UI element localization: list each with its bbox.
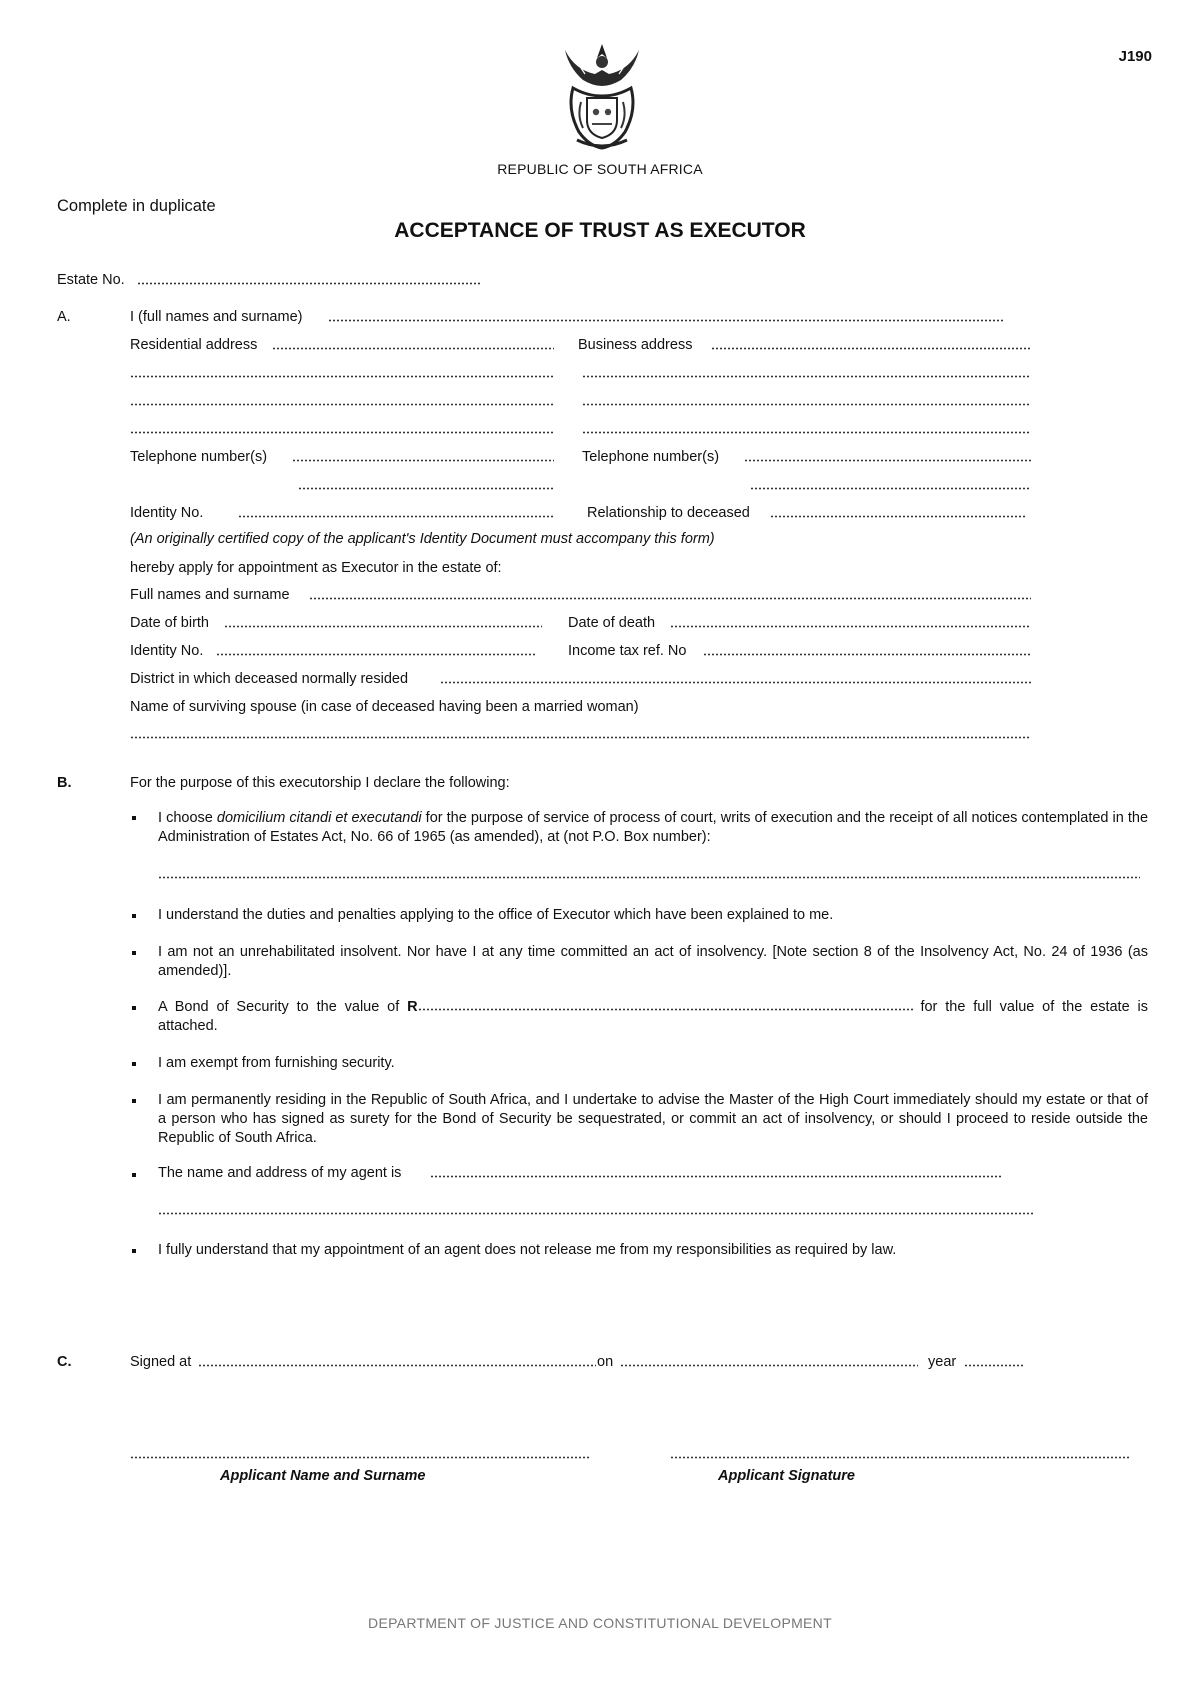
domicilium-statement: I choose domicilium citandi et executandi for the purpose of service of process of court, writs of execution and the receipt of all notices contemplated in the Administration of Estates Act, No. 66 of 1965 (as amended), at (not P.O. Box number): — [158, 810, 1149, 845]
residential-address-field-1[interactable] — [272, 347, 554, 350]
business-address-field-2[interactable] — [582, 375, 1031, 378]
surviving-spouse-field[interactable] — [130, 736, 1031, 739]
residential-address-field-3[interactable] — [130, 403, 554, 406]
exempt-security-statement: I am exempt from furnishing security. — [158, 1055, 395, 1071]
signed-at-field[interactable] — [198, 1364, 596, 1367]
applicant-signature-field[interactable] — [670, 1456, 1130, 1459]
district-label: District in which deceased normally resided — [130, 671, 409, 687]
signed-at-label: Signed at — [130, 1354, 192, 1370]
bullet-icon — [132, 1173, 136, 1177]
business-address-field-3[interactable] — [582, 403, 1031, 406]
business-address-field-1[interactable] — [711, 347, 1031, 350]
district-field[interactable] — [440, 681, 1031, 684]
identity-number-field[interactable] — [238, 515, 554, 518]
section-c-marker: C. — [57, 1354, 72, 1370]
telephone-field-left-2[interactable] — [298, 487, 554, 490]
agent-responsibility-statement: I fully understand that my appointment of an agent does not release me from my responsibilities as required by law. — [158, 1242, 897, 1258]
estate-number-label: Estate No. — [57, 272, 125, 288]
date-of-death-label: Date of death — [568, 615, 656, 631]
residential-address-field-2[interactable] — [130, 375, 554, 378]
bullet-icon — [132, 1249, 136, 1253]
telephone-label-right: Telephone number(s) — [582, 449, 720, 465]
business-address-field-4[interactable] — [582, 431, 1031, 434]
telephone-field-left-1[interactable] — [292, 459, 554, 462]
income-tax-field[interactable] — [703, 653, 1031, 656]
applicant-names-field[interactable] — [328, 319, 1003, 322]
year-label: year — [928, 1354, 957, 1370]
section-b-intro: For the purpose of this executorship I declare the following: — [130, 775, 510, 791]
applicant-names-label: I (full names and surname) — [130, 309, 303, 325]
signed-on-field[interactable] — [620, 1364, 918, 1367]
deceased-names-field[interactable] — [309, 597, 1031, 600]
coat-of-arms-icon — [555, 40, 649, 152]
date-of-birth-field[interactable] — [224, 625, 542, 628]
bond-value-field[interactable] — [418, 1008, 913, 1011]
insolvency-statement: I am not an unrehabilitated insolvent. Nor have I at any time committed an act of insolvency. [Note section 8 of the Insolvency Act, No. 24 of 1936 (as amended)]. — [158, 944, 1148, 979]
agent-field-2[interactable] — [158, 1212, 1033, 1215]
bullet-icon — [132, 914, 136, 918]
estate-number-field[interactable] — [137, 282, 482, 285]
date-of-death-field[interactable] — [670, 625, 1031, 628]
apply-statement: hereby apply for appointment as Executor in the estate of: — [130, 560, 502, 576]
residential-address-label: Residential address — [130, 337, 258, 353]
bond-of-security-statement: A Bond of Security to the value of R for the full value of the estate is attached. — [158, 999, 1148, 1034]
residential-address-field-4[interactable] — [130, 431, 554, 434]
agent-field-1[interactable] — [430, 1175, 1003, 1178]
applicant-name-field[interactable] — [130, 1456, 590, 1459]
country-heading: REPUBLIC OF SOUTH AFRICA — [497, 161, 703, 177]
duties-statement: I understand the duties and penalties applying to the office of Executor which have been explained to me. — [158, 907, 834, 923]
telephone-field-right-1[interactable] — [744, 459, 1031, 462]
bullet-icon — [132, 816, 136, 820]
deceased-identity-label: Identity No. — [130, 643, 204, 659]
footer-department: DEPARTMENT OF JUSTICE AND CONSTITUTIONAL DEVELOPMENT — [368, 1615, 832, 1631]
agent-label: The name and address of my agent is — [158, 1165, 402, 1181]
bullet-icon — [132, 1006, 136, 1010]
signed-on-label: on — [597, 1354, 614, 1370]
business-address-label: Business address — [578, 337, 693, 353]
form-code: J190 — [1118, 48, 1152, 65]
income-tax-label: Income tax ref. No — [568, 643, 687, 659]
section-a-marker: A. — [57, 309, 71, 325]
date-of-birth-label: Date of birth — [130, 615, 209, 631]
bullet-icon — [132, 1062, 136, 1066]
telephone-label-left: Telephone number(s) — [130, 449, 268, 465]
deceased-identity-field[interactable] — [216, 653, 536, 656]
applicant-name-label: Applicant Name and Surname — [220, 1468, 426, 1484]
year-field[interactable] — [964, 1364, 1024, 1367]
deceased-names-label: Full names and surname — [130, 587, 290, 603]
instruction-text: Complete in duplicate — [57, 197, 216, 215]
bullet-icon — [132, 951, 136, 955]
relationship-label: Relationship to deceased — [587, 505, 750, 521]
residing-statement: I am permanently residing in the Republic of South Africa, and I undertake to advise the Master of the High Court immediately should my estate or that of a person who has signed as surety for the Bond of Security be sequestrated, or commit an act of insolvency, or should I proceed to reside outside the Republic of South Africa. — [158, 1092, 1148, 1146]
document-title: ACCEPTANCE OF TRUST AS EXECUTOR — [394, 219, 806, 242]
domicilium-address-field[interactable] — [158, 876, 1140, 879]
id-document-note: (An originally certified copy of the applicant's Identity Document must accompany this form) — [130, 531, 715, 547]
applicant-signature-label: Applicant Signature — [718, 1468, 855, 1484]
relationship-field[interactable] — [770, 515, 1025, 518]
telephone-field-right-2[interactable] — [750, 487, 1031, 490]
surviving-spouse-label: Name of surviving spouse (in case of deceased having been a married woman) — [130, 699, 639, 715]
bullet-icon — [132, 1099, 136, 1103]
identity-number-label: Identity No. — [130, 505, 204, 521]
section-b-marker: B. — [57, 775, 72, 791]
